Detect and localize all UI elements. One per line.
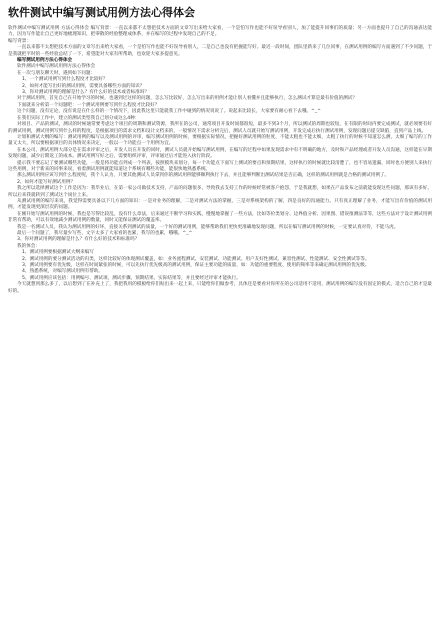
paragraph: 3、你对测试用例的理解是什么？有什么好的技术或者标准吗？ xyxy=(22,90,149,96)
paragraph: 计划和测试大纲的编写：测试用例的编写以及测试用例的评审，编写测试用例的时候，要根据实际情况，把握好测试用例的粒度，不能太粗也不能太细，太粗了执行的时候不知道怎么测，太细了编写的工作量又太大，所以要根据项目的具体情况来决定，一般以一个功能点一个用例为宜。 xyxy=(8,134,432,147)
paragraph: 我是一名测试人员，我认为测试用例的好坏，直接关系到测试的质量，一个好的测试用例，能够帮助我们更快更准确地发现问题，所以在编写测试用例的时候，一定要认真对待，不能马虎。 xyxy=(17,224,399,230)
paragraph: 提示我不要忘记了要测试哪些功能，一般是将功能点列成一个列表，按照模块来划分，每一个功能点下面写上测试的要点和预期结果，这样执行的时候就比较清楚了，也不容易遗漏，同时也方便别人来执行这些用例，对于新来的同事来说，看着测试用例就能知道这个系统有哪些功能，能很快地熟悉系统。 xyxy=(8,160,432,172)
paragraph: 4、熟悉系统，对编写测试用例有帮助。 xyxy=(22,269,104,275)
paragraph: 软件测试中编写测试用例 方法心得体会 编写背景：一直以来都不太想把技术方面的文章写出来给大家看，一个是怕写作也能不好误导看别人，加了能提升同事们的质量；另一方面也提升了自己的沟通表达能力，因为写作能让自己更好地梳理知识，把零散的经验整理成体系，并在编写的过程中发现自己的不足。 xyxy=(8,26,432,38)
paragraph: 3、你对测试用例的理解是什么？有什么好的技术和标准吗？ xyxy=(17,237,140,243)
paragraph: 软件测试中编写测试用例方法心得体会 xyxy=(17,64,96,70)
paragraph: 2、如何才能写好测试用例？ xyxy=(17,179,76,185)
paragraph: 那么测试用例应该写到什么程度呢，我个人认为，只要其他测试人员拿到你的测试用例能够顺利执行下去，并且能够判断出测试结果是否正确，这样的测试用例就是合格的测试用例了。 xyxy=(17,173,390,179)
paragraph: 我的体会： xyxy=(17,243,40,249)
paragraph: 对项目、产品的测试，测试的时候通常要考虑这个项目的周期和测试资源，我所在的公司，通常项目开发时间都很短，最多不到3个月，所以测试的周期也较短，在有限的时间内要完成测试，就必须要有好的测试用例，测试用例写到什么样的程度，是根据项目的需求文档和设计文档来的，一般情况下需求分析完后，测试人员就开始写测试用例，开发完成后执行测试用例，发现问题后提交缺陷，直到产品上线。 xyxy=(8,122,432,134)
paragraph: 对于测试用例，首先自己在开始学习的时候，也遇到过这样的问题，怎么写比较好，怎么写出来的用例才能让别人看懂并且能够执行，怎么测试才算是最有价值的测试？ xyxy=(17,96,357,102)
paragraph: 从测试用例的编写来说，我觉得需要具备以下几方面的知识：一是对业务的理解，二是对测试方法的掌握，三是对系统架构的了解，四是良好的沟通能力。只有真正理解了业务，才能写出有价值的测试用例，才能发现更深层次的问题。 xyxy=(8,198,432,211)
paragraph: 编写背景： xyxy=(8,38,31,44)
paragraph: 在我们实际工作中，建立的测试类型我自己划分成这么4种： xyxy=(17,115,140,121)
paragraph: 在本公司，测试用例大部分是在需求评审之后，开发人员在开发的同时，测试人员就开始编写测试用例，在编写的过程中如果发现需求中有不明确的地方，及时和产品经理或者开发人员沟通，这样能在早期发现问题，减少后期返工的成本。测试用例写好之后，需要组织评审，评审通过后才能进入执行阶段。 xyxy=(8,147,432,160)
paragraph: 一直以来都不太想把技术方面的文章写出来给大家看，一个是怕写作也能不好误导看别人，二是自己也没有把握能写好。最近一段时间，团队里新来了几位同事，在测试用例的编写方面遇到了不少问题，于是我就把平时的一些经验总结了一下，希望能对大家有所帮助，也欢迎大家多提意见。 xyxy=(8,45,432,57)
paragraph: 3、测试用例要有优先级，这样在时间紧张的时候，可以先执行优先级高的测试用例，保证主要功能的质量，如：功能的重要程度、使用的频率等来确定测试用例的优先级。 xyxy=(22,263,370,269)
paragraph: 最后一个问题了，我尽量少写些，文字太多了大家看的也累，我写的也累，哦哦。^_^ xyxy=(17,231,193,236)
paragraph: 2、如何才能写出好的测试用例，需要具备哪些方面的知识？ xyxy=(22,83,145,89)
paragraph: 5、测试用例应该包括：用例编号、测试项、测试步骤、预期结果、实际结果等，并且要经过评审才能执行。 xyxy=(22,275,241,281)
paragraph: 在一次与朋友聊天时，遇到如下问题： xyxy=(17,70,96,76)
document-title: 软件测试中编写测试用例方法心得体会 xyxy=(8,6,195,19)
paragraph: 下面就来分析第一个问题吧：一个测试用例要写到什么程度才比较好？ xyxy=(17,102,160,108)
paragraph: 在刚开始写测试用例的时候，我也是写得比较乱，没有什么章法，后来通过不断学习和实践，慢慢地掌握了一些方法，比如等价类划分、边界值分析、因果图、错误推测法等等，这些方法对于设计测试用例非常有帮助，可以有效地减少测试用例的数量，同时又能保证测试的覆盖率。 xyxy=(8,211,432,224)
paragraph: 1、一个测试用例写到什么程度才比较好？ xyxy=(22,77,108,83)
paragraph: 我之所以选择测试这个工作是因为：我毕业后，在第一家公司做技术支持，产品的问题很多，导致我去支持工作的时候经常被客户抱怨，于是我就想，如果在产品发布之前就能发现这些问题，那该有多好，所以后来我就转到了测试这个岗位上来。 xyxy=(8,186,432,198)
paragraph: 这个问题，没有定论，没有说是在什么样的一个情况下，因此我这里只能就我工作中碰到的情况说说了。说起来比较长，大家要有耐心看下去哦。^_^ xyxy=(17,109,322,115)
paragraph: 1、测试用例要根据测试大纲来编写 xyxy=(22,250,94,256)
document-body xyxy=(8,26,432,295)
paragraph: 编写测试用例方法心得体会 xyxy=(17,58,73,64)
paragraph: 今天就想到那么多了，以后想到了在补充上了，我把我用的模板给你们贴出来一起上来，只能给你们做参考，具体还是要看对你所在的公司适用不适用，测试用例的编写没有固定的模式，适合自己的才是最好的。 xyxy=(8,282,432,294)
paragraph: 2、测试用例的要分测试活动的归类，这样比较好的体现测试覆盖，如：业务流程测试、安装测试、功能测试、用户友好性测试、兼容性测试、性能测试、安全性测试等等。 xyxy=(22,256,370,262)
